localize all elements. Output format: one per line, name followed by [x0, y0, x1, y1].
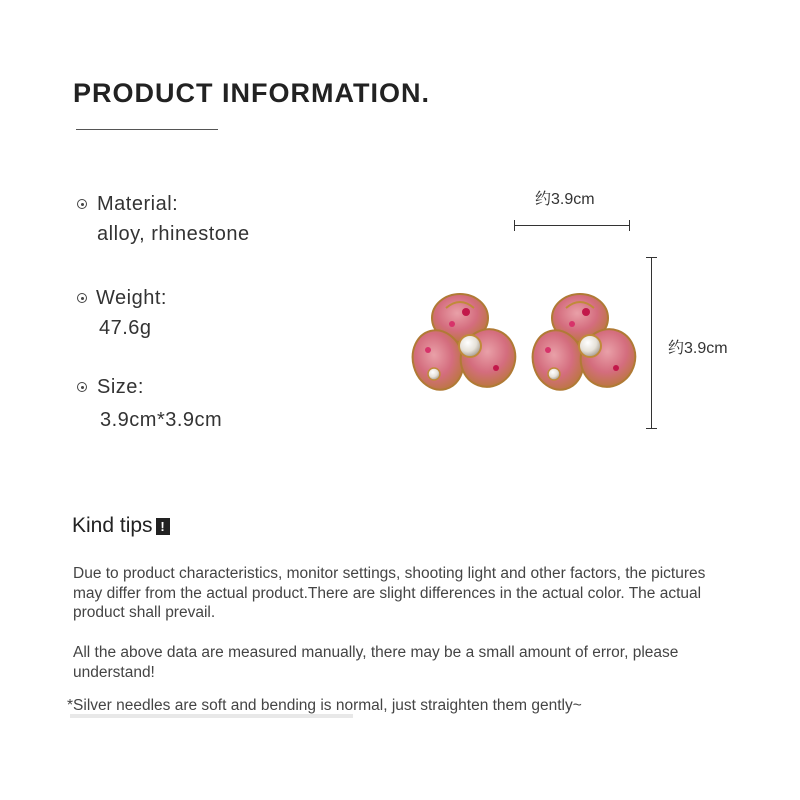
kind-tips-heading	[72, 514, 170, 538]
height-dimension-line	[651, 257, 652, 429]
page-title: PRODUCT INFORMATION.	[73, 78, 430, 108]
height-dimension-label: 约3.9cm	[668, 340, 728, 357]
material-value: alloy, rhinestone	[97, 223, 250, 245]
size-value: 3.9cm*3.9cm	[100, 409, 223, 431]
height-dimension-tick-top	[646, 257, 657, 258]
width-dimension-tick-right	[629, 220, 630, 231]
size-label: Size:	[97, 376, 144, 398]
left-earring	[408, 294, 523, 395]
title-divider	[76, 129, 218, 130]
material-label: Material:	[97, 193, 179, 215]
tips-paragraph-1: Due to product characteristics, monitor settings, shooting light and other factors, the pictures may differ from the actual product.There are slight differences in the actual color. The actual product shall prevail.	[73, 565, 706, 621]
height-dimension-tick-bottom	[646, 428, 657, 429]
right-earring	[526, 294, 638, 395]
kind-tips-title: Kind tips	[72, 514, 153, 537]
width-dimension-label: 约3.9cm	[535, 191, 595, 208]
weight-label: Weight:	[96, 287, 167, 309]
silver-needle-note: *Silver needles are soft and bending is normal, just straighten them gently~	[67, 697, 582, 714]
tips-paragraph-2: All the above data are measured manually, there may be a small amount of error, please understand!	[73, 644, 679, 681]
weight-bullet-icon	[77, 293, 87, 303]
width-dimension-tick-left	[514, 220, 515, 231]
warning-icon: !	[156, 518, 170, 535]
weight-value: 47.6g	[99, 317, 152, 339]
material-bullet-icon	[77, 199, 87, 209]
width-dimension-line	[514, 225, 630, 226]
flower-earrings-icon	[408, 288, 638, 400]
size-bullet-icon	[77, 382, 87, 392]
